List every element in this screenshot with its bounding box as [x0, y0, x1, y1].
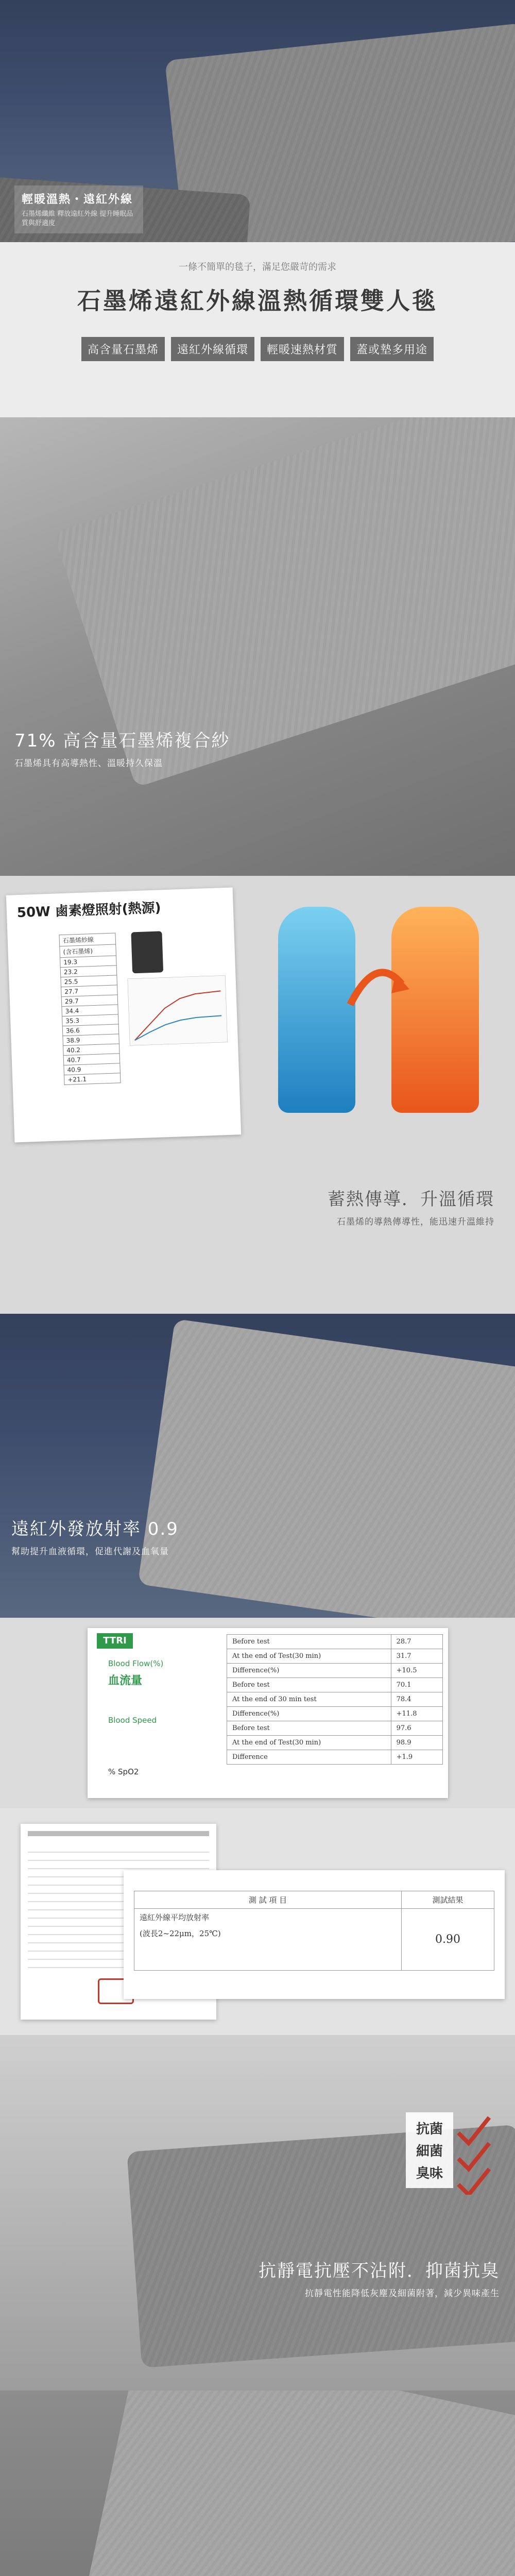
hero-tag	[14, 185, 143, 233]
intro-section	[0, 242, 515, 417]
blood-report-section	[0, 1618, 515, 1808]
blood-label-flow: Blood Flow(%)	[108, 1659, 164, 1668]
table-row	[227, 1635, 443, 1649]
hero-section	[0, 0, 515, 242]
blood-report-table	[227, 1634, 443, 1765]
table-header: 石墨烯紗線	[59, 933, 116, 946]
heat-caption-title: 蓄熱傳導．升溫循環	[328, 1189, 494, 1210]
ttri-logo: TTRI	[97, 1633, 133, 1649]
feature-tags	[0, 337, 515, 361]
blanket-texture-image	[76, 2391, 515, 2576]
table-cell: 40.7	[63, 1054, 120, 1065]
deodorize-title: 抗靜電抗壓不沾附．抑菌抗臭	[259, 2261, 500, 2281]
hero-tag-title: 輕暖溫熱・遠紅外線	[22, 193, 133, 206]
circulation-arrow-icon	[340, 953, 412, 1015]
table-cell: 36.6	[62, 1024, 119, 1036]
far-infrared-title: 遠紅外發放射率 0.9	[11, 1519, 179, 1539]
table-header: 測試結果	[402, 1891, 494, 1909]
feature-tag: 遠紅外線循環	[171, 337, 254, 361]
blood-report-sheet	[88, 1628, 448, 1798]
feature-tag: 輕暖速熱材質	[261, 337, 344, 361]
table-cell: At the end of Test(30 min)	[227, 1736, 391, 1750]
deodorize-section	[0, 2035, 515, 2391]
table-cell: 40.9	[64, 1063, 121, 1075]
table-cell: Difference(%)	[227, 1664, 391, 1678]
table-cell: 98.9	[391, 1736, 442, 1750]
table-subheader: (含石墨烯)	[60, 944, 116, 958]
table-cell: Before test	[227, 1635, 391, 1649]
table-row	[227, 1736, 443, 1750]
deodorize-badge: 臭味	[416, 2166, 443, 2181]
table-cell: 31.7	[391, 1649, 442, 1664]
lamp-title: 50W 鹵素燈照射(熱源)	[16, 900, 162, 921]
table-cell: 19.3	[60, 956, 117, 968]
emissivity-result: 0.90	[402, 1909, 494, 1971]
quality-section	[0, 2391, 515, 2576]
table-cell: 78.4	[391, 1692, 442, 1707]
table-cell: 38.9	[63, 1034, 119, 1046]
table-cell: +1.9	[391, 1750, 442, 1765]
table-cell: +21.1	[64, 1073, 121, 1085]
table-cell: 35.3	[62, 1014, 119, 1026]
table-cell: Before test	[227, 1678, 391, 1692]
table-cell: Before test	[227, 1721, 391, 1736]
table-row	[227, 1692, 443, 1707]
test-report-sheet	[6, 887, 241, 1142]
table-row	[227, 1707, 443, 1721]
table-header: 測 試 項 目	[134, 1891, 402, 1909]
thermometer-image	[131, 931, 163, 973]
heat-test-section	[0, 876, 515, 1314]
table-cell: 97.6	[391, 1721, 442, 1736]
table-row	[227, 1678, 443, 1692]
far-infrared-caption	[11, 1515, 179, 1557]
table-cell: 25.5	[61, 975, 117, 987]
checkmark-icon	[453, 2112, 494, 2195]
deodorize-desc: 抗靜電性能降低灰塵及細菌附著，減少異味產生	[305, 2289, 500, 2299]
table-row	[227, 1721, 443, 1736]
deodorize-badges	[406, 2112, 453, 2188]
blood-label-spo2: % SpO2	[108, 1767, 139, 1776]
table-row	[227, 1750, 443, 1765]
far-infrared-section	[0, 1314, 515, 1618]
table-cell: 27.7	[61, 985, 118, 997]
temperature-table	[59, 933, 121, 1085]
far-infrared-desc: 幫助提升血液循環，促進代謝及血氧量	[11, 1547, 169, 1557]
emissivity-table	[134, 1891, 494, 1971]
table-cell: Difference(%)	[227, 1707, 391, 1721]
table-row	[134, 1909, 494, 1971]
table-cell: 70.1	[391, 1678, 442, 1692]
person-under-blanket-image	[138, 1319, 515, 1618]
table-row	[227, 1664, 443, 1678]
hero-tag-text: 石墨烯纖維 釋放遠紅外線 提升睡眠品質與舒適度	[22, 210, 133, 228]
table-cell: 28.7	[391, 1635, 442, 1649]
emissivity-report-sheet	[124, 1870, 505, 1999]
deodorize-caption	[259, 2257, 500, 2299]
emissivity-report-section	[0, 1808, 515, 2035]
table-cell: At the end of 30 min test	[227, 1692, 391, 1707]
table-cell: Difference	[227, 1750, 391, 1765]
table-cell: +11.8	[391, 1707, 442, 1721]
emissivity-item-sub: (波長2~22μm，25℃)	[140, 1929, 221, 1938]
heat-caption	[328, 1185, 494, 1227]
intro-subtitle: 一條不簡單的毯子，滿足您嚴苛的需求	[179, 262, 336, 273]
feature-tag: 蓋或墊多用途	[350, 337, 434, 361]
temperature-chart	[128, 975, 228, 1046]
table-row	[134, 1891, 494, 1909]
deodorize-badge: 細菌	[416, 2144, 443, 2159]
table-cell: 34.4	[62, 1005, 118, 1016]
table-cell: +10.5	[391, 1664, 442, 1678]
deodorize-badge: 抗菌	[416, 2122, 443, 2137]
heat-caption-text: 石墨烯的導熱傳導性，能迅速升溫維持	[337, 1217, 494, 1227]
material-caption	[14, 726, 230, 769]
material-section	[0, 417, 515, 876]
report-header-line	[28, 1831, 209, 1836]
table-row	[227, 1649, 443, 1664]
feature-tag: 高含量石墨烯	[81, 337, 165, 361]
table-cell: 23.2	[60, 965, 117, 977]
material-desc: 石墨烯具有高導熱性、溫暖持久保溫	[14, 758, 163, 769]
blood-label-speed: Blood Speed	[108, 1716, 157, 1725]
blood-label-flow-zh: 血流量	[108, 1674, 143, 1687]
intro-title: 石墨烯遠紅外線溫熱循環雙人毯	[77, 287, 438, 315]
material-title: 71% 高含量石墨烯複合紗	[14, 731, 230, 751]
table-cell: 40.2	[63, 1044, 120, 1056]
table-cell: 29.7	[61, 995, 118, 1007]
table-cell: At the end of Test(30 min)	[227, 1649, 391, 1664]
emissivity-item: 遠紅外線平均放射率	[140, 1913, 210, 1922]
